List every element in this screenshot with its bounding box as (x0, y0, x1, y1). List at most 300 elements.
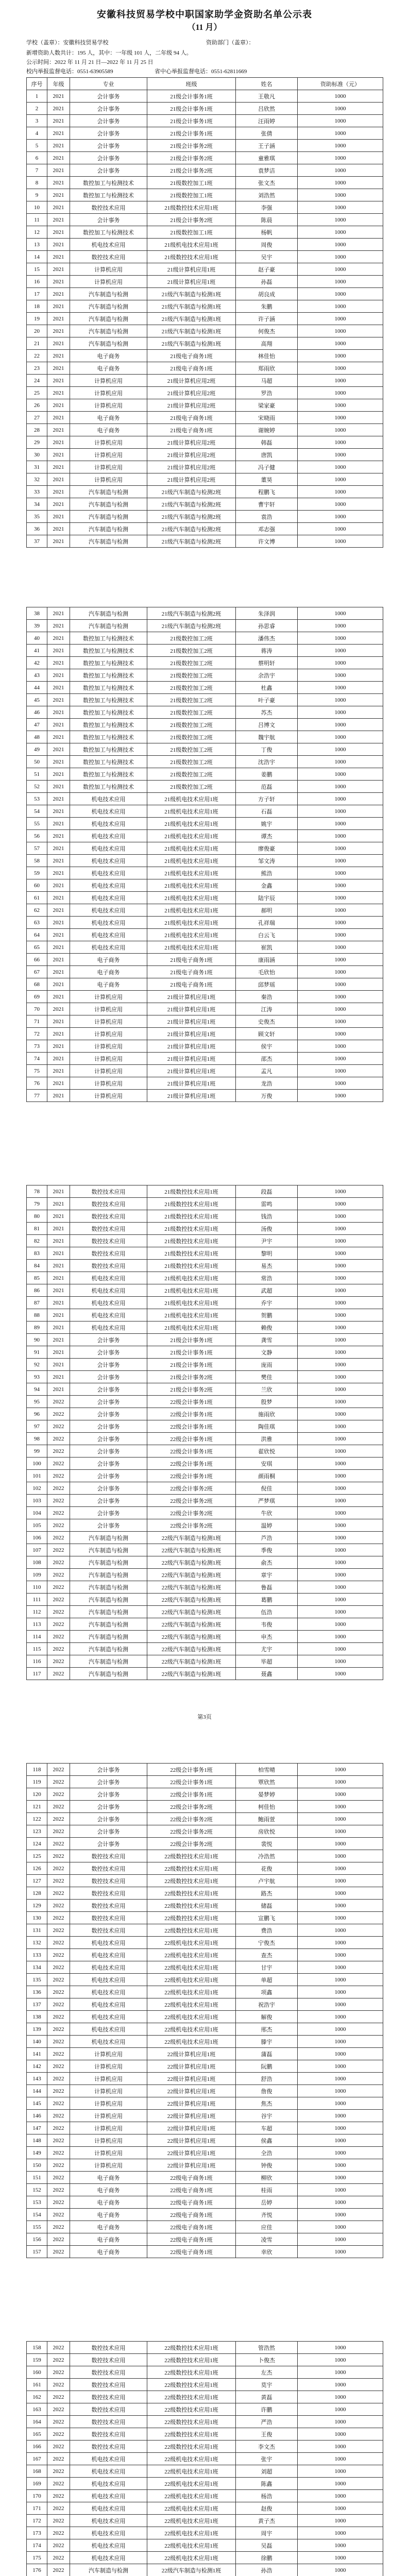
table-row (27, 2209, 383, 2221)
table-row (27, 2011, 383, 2023)
class-name: 22级计算机应用1班 (147, 2073, 236, 2085)
student-name: 桂雨 (236, 2184, 298, 2196)
table-row (27, 1272, 383, 1284)
student-name: 孙磊 (236, 276, 298, 288)
major: 会计事务 (70, 115, 147, 127)
class-name: 22级会计事务1班 (147, 1764, 236, 1776)
major: 数控技术应用 (70, 1924, 147, 1937)
aid-amount: 1000 (298, 2403, 383, 2416)
row-number: 173 (27, 2527, 47, 2539)
aid-amount: 1000 (298, 523, 383, 535)
aid-amount: 1000 (298, 1961, 383, 1974)
row-number: 102 (27, 1482, 47, 1495)
student-name: 徐鹏 (236, 2552, 298, 2564)
class-name: 21级会计事务2班 (147, 214, 236, 226)
student-name: 黄子杰 (236, 2515, 298, 2527)
row-number: 5 (27, 140, 47, 152)
class-name: 21级数控加工1班 (147, 189, 236, 201)
row-number: 25 (27, 387, 47, 399)
row-number: 45 (27, 694, 47, 706)
grade: 2022 (47, 2048, 70, 2060)
recipient-table (26, 1185, 383, 1680)
class-name: 22级机电技术应用1班 (147, 2465, 236, 2478)
student-name: 詹俊 (236, 2085, 298, 2097)
major: 机电技术应用 (70, 2036, 147, 2048)
grade: 2021 (47, 1185, 70, 1198)
row-number: 129 (27, 1900, 47, 1912)
recipient-table (26, 1763, 383, 2258)
student-name: 罗浩 (236, 387, 298, 399)
class-name: 21级计算机应用1班 (147, 1065, 236, 1077)
table-row (27, 2428, 383, 2441)
student-name: 李强 (236, 201, 298, 214)
major: 会计事务 (70, 1433, 147, 1445)
grade: 2021 (47, 743, 70, 756)
table-row (27, 1961, 383, 1974)
table-row (27, 449, 383, 461)
table-row (27, 1643, 383, 1655)
grade: 2022 (47, 2097, 70, 2110)
aid-amount: 1000 (298, 818, 383, 830)
class-name: 22级电子商务1班 (147, 2221, 236, 2233)
aid-amount: 1000 (298, 1862, 383, 1875)
major: 汽车制造与检测 (70, 486, 147, 498)
class-name: 21级会计事务1班 (147, 1359, 236, 1371)
class-name: 22级电子商务1班 (147, 2233, 236, 2246)
student-name: 宁俊杰 (236, 1937, 298, 1949)
aid-amount: 1000 (298, 793, 383, 805)
table-row (27, 2416, 383, 2428)
major: 机电技术应用 (70, 2527, 147, 2539)
major: 会计事务 (70, 1458, 147, 1470)
table-row (27, 412, 383, 424)
table-row (27, 2184, 383, 2196)
grade: 2021 (47, 645, 70, 657)
major: 计算机应用 (70, 276, 147, 288)
row-number: 72 (27, 1028, 47, 1040)
class-name: 21级机电技术应用1班 (147, 793, 236, 805)
aid-amount: 1000 (298, 1544, 383, 1556)
table-row (27, 1986, 383, 1998)
class-name: 22级会计事务1班 (147, 1788, 236, 1801)
class-name: 21级计算机应用2班 (147, 387, 236, 399)
aid-amount: 1000 (298, 731, 383, 743)
student-name: 程鹏飞 (236, 486, 298, 498)
grade: 2022 (47, 1631, 70, 1643)
row-number: 31 (27, 461, 47, 473)
class-name: 21级数控技术应用1班 (147, 1210, 236, 1223)
aid-amount: 1000 (298, 1937, 383, 1949)
table-row (27, 498, 383, 511)
class-name: 22级汽车制造与检测1班 (147, 1581, 236, 1594)
row-number: 40 (27, 632, 47, 645)
student-name: 邢杰 (236, 2023, 298, 2036)
table-row (27, 276, 383, 288)
student-name: 钟俊 (236, 2159, 298, 2172)
major: 会计事务 (70, 1495, 147, 1507)
aid-amount: 1000 (298, 830, 383, 842)
row-number: 171 (27, 2502, 47, 2515)
grade: 2022 (47, 2453, 70, 2465)
student-name: 江涛 (236, 1003, 298, 1015)
table-row (27, 1532, 383, 1544)
row-number: 44 (27, 682, 47, 694)
aid-amount: 1000 (298, 1482, 383, 1495)
table-row (27, 2221, 383, 2233)
grade: 2022 (47, 2221, 70, 2233)
class-name: 22级计算机应用1班 (147, 2097, 236, 2110)
aid-amount: 1000 (298, 1284, 383, 1297)
class-name: 22级机电技术应用1班 (147, 1961, 236, 1974)
major: 汽车制造与检测 (70, 337, 147, 350)
row-number: 4 (27, 127, 47, 140)
table-row (27, 1028, 383, 1040)
student-name: 吕博文 (236, 719, 298, 731)
major: 机电技术应用 (70, 805, 147, 818)
table-row (27, 1631, 383, 1643)
class-name: 22级会计事务2班 (147, 1482, 236, 1495)
class-name: 22级数控技术应用1班 (147, 1862, 236, 1875)
major: 数控加工与检测技术 (70, 177, 147, 189)
major: 计算机应用 (70, 991, 147, 1003)
class-name: 21级汽车制造与检测2班 (147, 511, 236, 523)
aid-amount: 1000 (298, 1028, 383, 1040)
table-row (27, 300, 383, 313)
major: 计算机应用 (70, 375, 147, 387)
student-name: 叶子豪 (236, 694, 298, 706)
student-name: 文静 (236, 1346, 298, 1359)
major: 汽车制造与检测 (70, 607, 147, 620)
major: 数控技术应用 (70, 1223, 147, 1235)
aid-amount: 1000 (298, 436, 383, 449)
row-number: 26 (27, 399, 47, 412)
grade: 2021 (47, 164, 70, 177)
major: 计算机应用 (70, 1077, 147, 1090)
row-number: 22 (27, 350, 47, 362)
student-name: 杜鑫 (236, 682, 298, 694)
aid-amount: 1000 (298, 1875, 383, 1887)
table-row (27, 1198, 383, 1210)
aid-amount: 1000 (298, 2416, 383, 2428)
row-number: 16 (27, 276, 47, 288)
row-number: 170 (27, 2490, 47, 2502)
major: 计算机应用 (70, 2097, 147, 2110)
major: 机电技术应用 (70, 1974, 147, 1986)
row-number: 71 (27, 1015, 47, 1028)
student-name: 韦俊 (236, 1618, 298, 1631)
aid-amount: 1000 (298, 1198, 383, 1210)
major: 机电技术应用 (70, 2465, 147, 2478)
aid-amount: 1000 (298, 2036, 383, 2048)
major: 机电技术应用 (70, 2552, 147, 2564)
student-name: 洪雅 (236, 1433, 298, 1445)
aid-amount: 1000 (298, 2073, 383, 2085)
row-number: 143 (27, 2073, 47, 2085)
major: 会计事务 (70, 1346, 147, 1359)
student-name: 崔凯 (236, 941, 298, 954)
row-number: 130 (27, 1912, 47, 1924)
grade: 2022 (47, 1581, 70, 1594)
class-name: 21级会计事务1班 (147, 1334, 236, 1346)
grade: 2021 (47, 412, 70, 424)
aid-amount: 1000 (298, 1643, 383, 1655)
class-name: 22级计算机应用1班 (147, 2060, 236, 2073)
table-row (27, 1458, 383, 1470)
table-row (27, 2403, 383, 2416)
grade: 2022 (47, 2073, 70, 2085)
table-row (27, 2246, 383, 2258)
aid-amount: 1000 (298, 1532, 383, 1544)
table-row (27, 288, 383, 300)
row-number: 70 (27, 1003, 47, 1015)
student-name: 孔祥瑞 (236, 917, 298, 929)
major: 会计事务 (70, 1371, 147, 1383)
student-name: 谭杰 (236, 830, 298, 842)
row-number: 117 (27, 1668, 47, 1680)
row-number: 95 (27, 1396, 47, 1408)
student-name: 曹宇轩 (236, 498, 298, 511)
major: 计算机应用 (70, 436, 147, 449)
grade: 2021 (47, 449, 70, 461)
row-number: 172 (27, 2515, 47, 2527)
class-name: 22级机电技术应用1班 (147, 2036, 236, 2048)
aid-amount: 1000 (298, 2391, 383, 2403)
table-row (27, 2342, 383, 2354)
table-row (27, 991, 383, 1003)
grade: 2022 (47, 2342, 70, 2354)
student-name: 段磊 (236, 1185, 298, 1198)
grade: 2021 (47, 793, 70, 805)
row-number: 94 (27, 1383, 47, 1396)
grade: 2021 (47, 756, 70, 768)
class-name: 21级机电技术应用1班 (147, 239, 236, 251)
aid-amount: 1000 (298, 2097, 383, 2110)
major: 汽车制造与检测 (70, 1618, 147, 1631)
row-number: 11 (27, 214, 47, 226)
row-number: 79 (27, 1198, 47, 1210)
grade: 2022 (47, 2490, 70, 2502)
student-name: 赵俊 (236, 2502, 298, 2515)
row-number: 137 (27, 1998, 47, 2011)
class-name: 21级电子商务1班 (147, 978, 236, 991)
recipient-table (26, 607, 383, 1102)
class-name: 21级计算机应用2班 (147, 375, 236, 387)
grade: 2022 (47, 2564, 70, 2576)
class-name: 22级机电技术应用1班 (147, 2502, 236, 2515)
grade: 2022 (47, 1396, 70, 1408)
row-number: 161 (27, 2379, 47, 2391)
row-number: 30 (27, 449, 47, 461)
major: 计算机应用 (70, 2073, 147, 2085)
major: 机电技术应用 (70, 904, 147, 917)
row-number: 46 (27, 706, 47, 719)
aid-amount: 1000 (298, 362, 383, 375)
class-name: 22级电子商务1班 (147, 2246, 236, 2258)
student-name: 朱泽润 (236, 607, 298, 620)
row-number: 108 (27, 1556, 47, 1569)
table-row (27, 263, 383, 276)
grade: 2021 (47, 177, 70, 189)
table-row (27, 226, 383, 239)
table-row (27, 140, 383, 152)
class-name: 22级电子商务1班 (147, 2209, 236, 2221)
grade: 2021 (47, 300, 70, 313)
aid-amount: 1000 (298, 140, 383, 152)
grade: 2022 (47, 2502, 70, 2515)
class-name: 21级汽车制造与检测2班 (147, 535, 236, 548)
major: 电子商务 (70, 350, 147, 362)
major: 计算机应用 (70, 2060, 147, 2073)
row-number: 152 (27, 2184, 47, 2196)
aid-amount: 1000 (298, 904, 383, 917)
row-number: 73 (27, 1040, 47, 1053)
class-name: 21级数控加工2班 (147, 632, 236, 645)
aid-amount: 1000 (298, 276, 383, 288)
major: 汽车制造与检测 (70, 511, 147, 523)
table-row (27, 781, 383, 793)
grade: 2022 (47, 2184, 70, 2196)
row-number: 87 (27, 1297, 47, 1309)
table-row (27, 2085, 383, 2097)
page-2 (0, 578, 409, 1156)
table-row (27, 1445, 383, 1458)
class-name: 21级机电技术应用1班 (147, 1272, 236, 1284)
table-row (27, 2172, 383, 2184)
grade: 2021 (47, 781, 70, 793)
major: 计算机应用 (70, 399, 147, 412)
table-row (27, 1309, 383, 1321)
student-name: 车超 (236, 2122, 298, 2134)
major: 电子商务 (70, 2209, 147, 2221)
row-number: 167 (27, 2453, 47, 2465)
major: 会计事务 (70, 103, 147, 115)
major: 汽车制造与检测 (70, 313, 147, 325)
aid-amount: 1000 (298, 2172, 383, 2184)
table-row (27, 620, 383, 632)
major: 计算机应用 (70, 1015, 147, 1028)
major: 会计事务 (70, 1396, 147, 1408)
grade: 2021 (47, 436, 70, 449)
student-name: 沈浩宇 (236, 756, 298, 768)
aid-amount: 1000 (298, 1495, 383, 1507)
grade: 2021 (47, 731, 70, 743)
row-number: 125 (27, 1850, 47, 1862)
aid-amount: 1000 (298, 1321, 383, 1334)
grade: 2022 (47, 1655, 70, 1668)
grade: 2021 (47, 719, 70, 731)
grade: 2021 (47, 805, 70, 818)
aid-amount: 1000 (298, 90, 383, 103)
student-name: 陶佳琪 (236, 1420, 298, 1433)
table-row (27, 904, 383, 917)
table-body (27, 1764, 383, 2258)
aid-amount: 1000 (298, 486, 383, 498)
table-row (27, 127, 383, 140)
grade: 2022 (47, 1862, 70, 1875)
row-number: 21 (27, 337, 47, 350)
aid-amount: 1000 (298, 103, 383, 115)
row-number: 168 (27, 2465, 47, 2478)
class-name: 22级数控技术应用1班 (147, 2403, 236, 2416)
student-name: 莫宇 (236, 2379, 298, 2391)
class-name: 21级数控技术应用1班 (147, 251, 236, 263)
table-row (27, 2023, 383, 2036)
table-row (27, 473, 383, 486)
major: 会计事务 (70, 1507, 147, 1519)
student-name: 严梦琪 (236, 1495, 298, 1507)
table-row (27, 842, 383, 855)
row-number: 106 (27, 1532, 47, 1544)
row-number: 105 (27, 1519, 47, 1532)
major: 汽车制造与检测 (70, 300, 147, 313)
grade: 2022 (47, 1875, 70, 1887)
row-number: 42 (27, 657, 47, 669)
table-row (27, 682, 383, 694)
table-row (27, 251, 383, 263)
row-number: 20 (27, 325, 47, 337)
header-class: 班级 (147, 78, 236, 90)
grade: 2022 (47, 2366, 70, 2379)
row-number: 147 (27, 2122, 47, 2134)
aid-amount: 1000 (298, 1458, 383, 1470)
table-row (27, 2453, 383, 2465)
class-name: 22级数控技术应用1班 (147, 1924, 236, 1937)
table-row (27, 731, 383, 743)
major: 会计事务 (70, 1470, 147, 1482)
table-row (27, 1801, 383, 1813)
row-number: 158 (27, 2342, 47, 2354)
major: 数控加工与检测技术 (70, 645, 147, 657)
class-name: 22级会计事务2班 (147, 1801, 236, 1813)
aid-amount: 1000 (298, 300, 383, 313)
table-row (27, 607, 383, 620)
row-number: 88 (27, 1309, 47, 1321)
aid-amount: 1000 (298, 1569, 383, 1581)
grade: 2022 (47, 1519, 70, 1532)
class-name: 22级电子商务1班 (147, 2172, 236, 2184)
major: 数控技术应用 (70, 1862, 147, 1875)
aid-amount: 1000 (298, 892, 383, 904)
major: 会计事务 (70, 1801, 147, 1813)
aid-amount: 1000 (298, 2428, 383, 2441)
row-number: 63 (27, 917, 47, 929)
major: 汽车制造与检测 (70, 498, 147, 511)
class-name: 21级机电技术应用1班 (147, 904, 236, 917)
row-number: 55 (27, 818, 47, 830)
major: 数控技术应用 (70, 1210, 147, 1223)
table-row (27, 1223, 383, 1235)
major: 汽车制造与检测 (70, 1581, 147, 1594)
aid-amount: 1000 (298, 313, 383, 325)
grade: 2022 (47, 1569, 70, 1581)
aid-amount: 1000 (298, 607, 383, 620)
aid-amount: 1000 (298, 1090, 383, 1102)
header-major: 专业 (70, 78, 147, 90)
aid-amount: 1000 (298, 226, 383, 239)
row-number: 131 (27, 1924, 47, 1937)
aid-amount: 1000 (298, 694, 383, 706)
major: 机电技术应用 (70, 793, 147, 805)
row-number: 43 (27, 669, 47, 682)
student-name: 柏雪晴 (236, 1764, 298, 1776)
class-name: 21级数控技术应用1班 (147, 1235, 236, 1247)
grade: 2021 (47, 1297, 70, 1309)
grade: 2021 (47, 768, 70, 781)
table-row (27, 1825, 383, 1838)
aid-amount: 1000 (298, 2527, 383, 2539)
row-number: 35 (27, 511, 47, 523)
table-row (27, 189, 383, 201)
